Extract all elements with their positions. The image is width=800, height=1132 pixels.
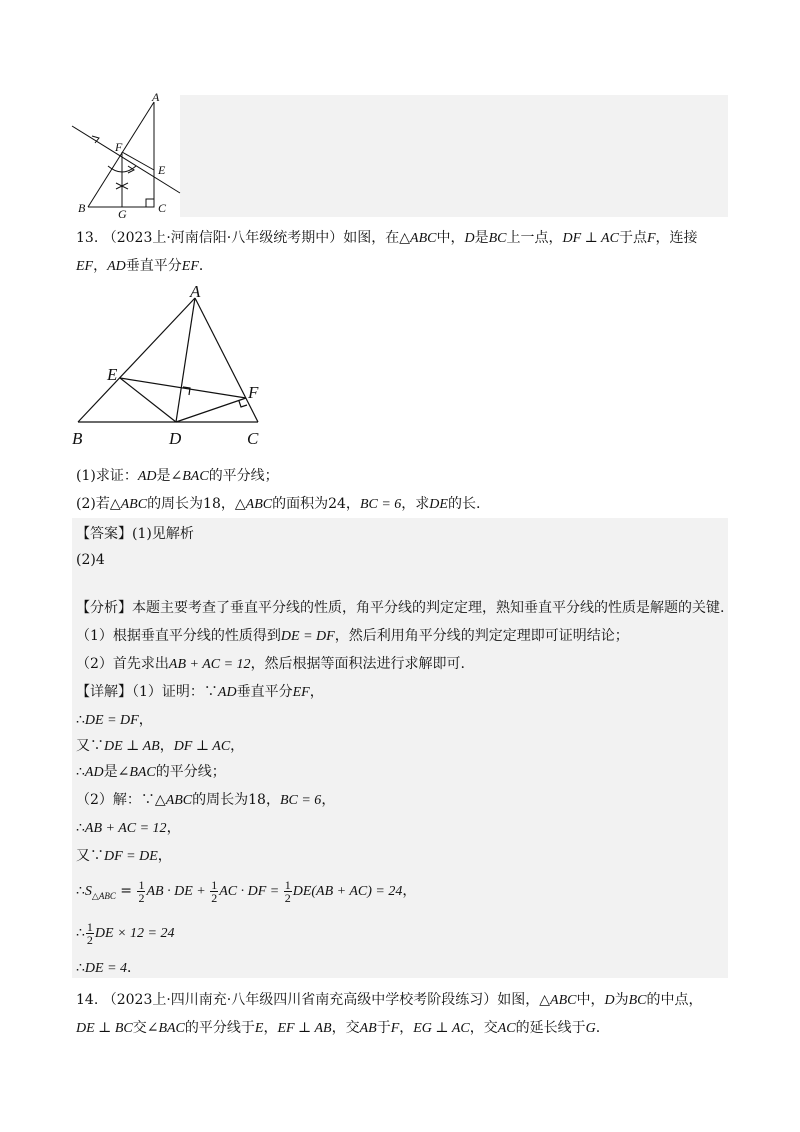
detail-line4: ∴AD是∠BAC的平分线；	[76, 764, 226, 780]
q13-part2: (2)若△ABC的周长为18，△ABC的面积为24，BC = 6，求DE的长.	[76, 496, 481, 512]
fig13-label-d: D	[169, 429, 182, 448]
detail-line2: ∴DE = DF，	[76, 712, 153, 728]
detail-line8-area-formula: $\therefore S_{\triangle ABC}$ = $\frac{1}{2}$ AB · DE + $\frac{1}{2}$ AC · DF = $\frac{1}{2}$ DE(AB + AC) = 24，	[76, 877, 417, 905]
q14-stem-line2: DE ⊥ BC交∠BAC的平分线于E，EF ⊥ AB，交AB于F，EG ⊥ AC，交AC的延长线于G.	[76, 1020, 601, 1036]
q13-stem-line2: EF，AD垂直平分EF．	[76, 258, 213, 274]
fig13-label-e: E	[107, 365, 118, 384]
q13-stem-line1: 13. （2023上·河南信阳·八年级统考期中）如图，在△ABC中，D是BC上一点，DF ⊥ AC于点F，连接	[76, 230, 698, 246]
detail-line7: 又∵DF = DE，	[76, 848, 172, 864]
analysis-part2: （2）首先求出AB + AC = 12，然后根据等面积法进行求解即可.	[76, 656, 466, 672]
fraction-half: $\frac{1}{2}$	[211, 877, 218, 905]
fig12-label-b: B	[78, 201, 86, 215]
q13-part1: (1)求证：AD是∠BAC的平分线；	[76, 468, 279, 484]
fig12-label-e: E	[158, 163, 166, 177]
fraction-half: $\frac{1}{2}$	[284, 877, 291, 905]
answer-line1: 【答案】(1)见解析	[76, 526, 194, 542]
figure-q12	[68, 90, 186, 220]
detail-line9: ∴ $\frac{1}{2}$ DE × 12 = 24	[76, 919, 175, 947]
detail-line6: ∴AB + AC = 12，	[76, 820, 181, 836]
fig12-label-c: C	[158, 201, 167, 215]
q14-stem-line1: 14. （2023上·四川南充·八年级四川省南充高级中学校考阶段练习）如图，△ABC中，D为BC的中点，	[76, 992, 703, 1008]
detail-line10: ∴DE = 4．	[76, 960, 142, 976]
fig12-label-f: F	[115, 140, 123, 154]
fig13-label-a: A	[190, 282, 201, 301]
figure-q13	[70, 280, 280, 450]
detail-line1: 【详解】（1）证明：∵AD垂直平分EF，	[76, 684, 324, 700]
fig13-label-b: B	[72, 429, 83, 448]
detail-line3: 又∵DE ⊥ AB，DF ⊥ AC，	[76, 738, 245, 754]
fig12-label-a: A	[152, 90, 160, 104]
analysis-part1: （1）根据垂直平分线的性质得到DE = DF，然后利用角平分线的判定定理即可证明结论；	[76, 628, 629, 644]
fig13-label-f: F	[248, 383, 259, 402]
fig12-label-g: G	[118, 207, 127, 220]
answer-line2: (2)4	[76, 552, 105, 568]
detail-line5: （2）解：∵△ABC的周长为18，BC = 6，	[76, 792, 336, 808]
analysis-line: 【分析】本题主要考查了垂直平分线的性质，角平分线的判定定理，熟知垂直平分线的性质是解题的关键.	[76, 600, 725, 616]
answer-background-top	[180, 95, 728, 217]
fraction-half: $\frac{1}{2}$	[138, 877, 145, 905]
fig13-label-c: C	[247, 429, 259, 448]
fraction-half: $\frac{1}{2}$	[86, 919, 93, 947]
